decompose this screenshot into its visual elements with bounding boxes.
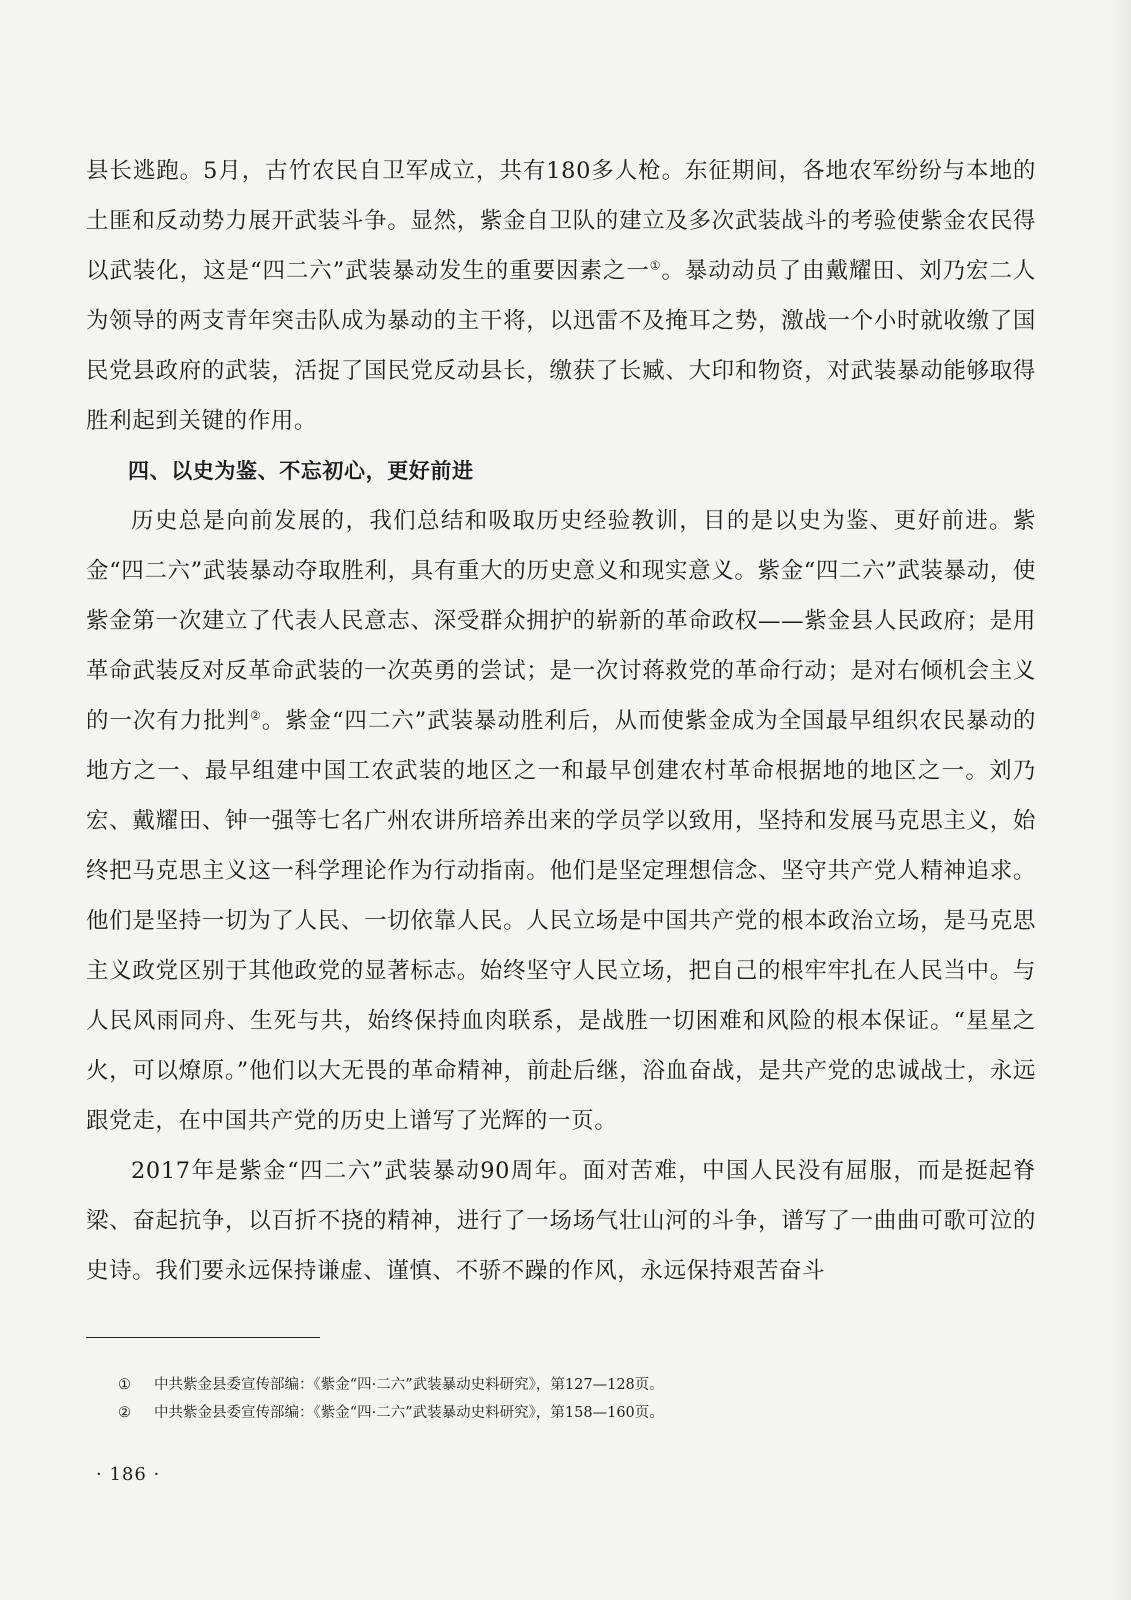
page-number: · 186 · xyxy=(96,1464,161,1485)
paragraph-text-tail: 。暴动动员了由戴耀田、刘乃宏二人为领导的两支青年突击队成为暴动的主干将，以迅雷不及掩耳之势，激战一个小时就收缴了国民党县政府的武装，活捉了国民党反动县长，缴获了长臧、大印和物资，对武装暴动能够取得胜利起到关键的作用。 xyxy=(86,258,1036,434)
footnotes xyxy=(118,1371,1018,1427)
paragraph-text-tail: 。紫金“四二六”武装暴动胜利后，从而使紫金成为全国最早组织农民暴动的地方之一、最早组建中国工农武装的地区之一和最早创建农村革命根据地的地区之一。刘乃宏、戴耀田、钟一强等七名广州农讲所培养出来的学员学以致用，坚持和发展马克思主义，始终把马克思主义这一科学理论作为行动指南。他们是坚定理想信念、坚守共产党人精神追求。他们是坚持一切为了人民、一切依靠人民。人民立场是中国共产党的根本政治立场，是马克思主义政党区别于其他政党的显著标志。始终坚守人民立场，把自己的根牢牢扎在人民当中。与人民风雨同舟、生死与共，始终保持血肉联系，是战胜一切困难和风险的根本保证。“星星之火，可以燎原。”他们以大无畏的革命精神，前赴后继，浴血奋战，是共产党的忠诚战士，永远跟党走，在中国共产党的历史上谱写了光辉的一页。 xyxy=(86,708,1036,1134)
paragraph-text: 2017年是紫金“四二六”武装暴动90周年。面对苦难，中国人民没有屈服，而是挺起脊梁、奋起抗争，以百折不挠的精神，进行了一场场气壮山河的斗争，谱写了一曲曲可歌可泣的史诗。我们要永远保持谦虚、谨慎、不骄不躁的作风，永远保持艰苦奋斗 xyxy=(86,1158,1036,1284)
paragraph xyxy=(86,496,1036,1146)
paragraph-text: 县长逃跑。5月，古竹农民自卫军成立，共有180多人枪。东征期间，各地农军纷纷与本地的土匪和反动势力展开武装斗争。显然，紫金自卫队的建立及多次武装战斗的考验使紫金农民得以武装化，这是“四二六”武装暴动发生的重要因素之一 xyxy=(86,158,1036,284)
paragraph-text: 历史总是向前发展的，我们总结和吸取历史经验教训，目的是以史为鉴、更好前进。紫金“四二六”武装暴动夺取胜利，具有重大的历史意义和现实意义。紫金“四二六”武装暴动，使紫金第一次建立了代表人民意志、深受群众拥护的崭新的革命政权——紫金县人民政府；是用革命武装反对反革命武装的一次英勇的尝试；是一次讨蒋救党的革命行动；是对右倾机会主义的一次有力批判 xyxy=(86,508,1036,734)
footnote-mark: ① xyxy=(118,1377,131,1393)
body-text xyxy=(86,146,1036,1296)
footnote-ref[interactable]: ② xyxy=(250,708,262,723)
footnote xyxy=(118,1399,1018,1427)
section-heading: 四、以史为鉴、不忘初心，更好前进 xyxy=(128,459,474,483)
footnote-ref[interactable]: ① xyxy=(649,258,662,273)
paragraph-continuation xyxy=(86,146,1036,446)
footnote-mark: ② xyxy=(118,1405,131,1421)
page-edge-shadow xyxy=(1109,0,1131,1600)
footnote-text: 中共紫金县委宣传部编：《紫金“四·二六”武装暴动史料研究》，第158—160页。 xyxy=(154,1405,664,1421)
paragraph xyxy=(86,1146,1036,1296)
footnote xyxy=(118,1371,1018,1399)
footnote-text: 中共紫金县委宣传部编：《紫金“四·二六”武装暴动史料研究》，第127—128页。 xyxy=(154,1377,664,1393)
footnote-divider xyxy=(86,1337,320,1338)
